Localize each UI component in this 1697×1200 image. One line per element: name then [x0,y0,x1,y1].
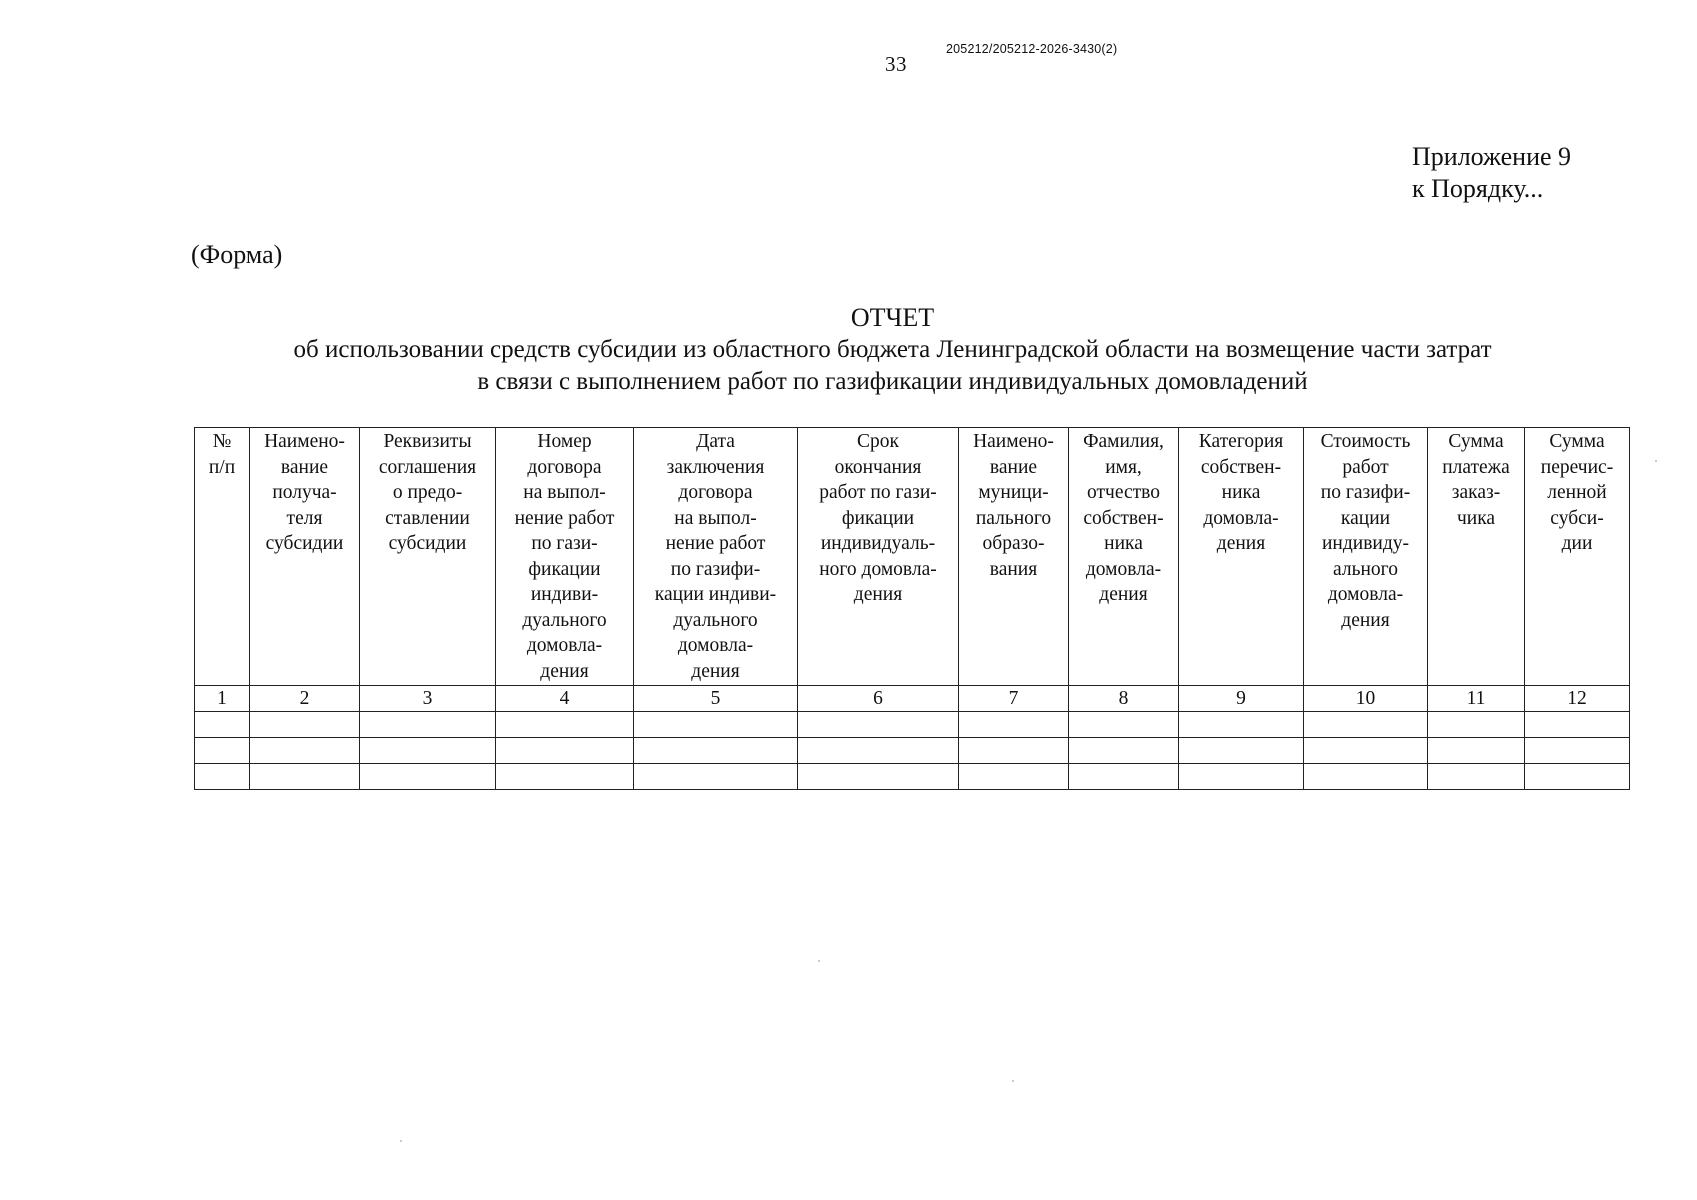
table-cell [959,712,1069,738]
header-cell: Номер договора на выпол- нение работ по гази- фикации индиви- дуального домовла- дения [496,428,634,686]
table-cell [959,738,1069,764]
table-cell [360,712,496,738]
table-cell [250,738,360,764]
table-cell [360,738,496,764]
page-number: 33 [885,52,907,76]
table-cell [1428,764,1525,790]
header-cell: Сумма перечис- ленной субси- дии [1525,428,1630,686]
table-cell [1179,738,1304,764]
column-number-cell: 8 [1069,686,1179,712]
appendix-line-2: к Порядку... [1412,174,1544,203]
table-cell [634,738,798,764]
header-cell: Срок окончания работ по гази- фикации индивидуаль- ного домовла- дения [798,428,959,686]
table-cell [798,712,959,738]
table-cell [195,712,250,738]
header-cell: Наимено- вание получа- теля субсидии [250,428,360,686]
table-cell [634,712,798,738]
table-header-row [195,428,1630,686]
column-number-row [195,686,1630,712]
table-cell [1069,712,1179,738]
table-cell [1069,764,1179,790]
column-number-cell: 12 [1525,686,1630,712]
column-number-cell: 2 [250,686,360,712]
report-subtitle-line-1: об использовании средств субсидии из областного бюджета Ленинградской области на возмещение части затрат [293,336,1492,363]
header-cell: Наимено- вание муници- пального образо- вания [959,428,1069,686]
header-cell: Стоимость работ по газифи- кации индивиду- ального домовла- дения [1304,428,1428,686]
scan-speck [400,1140,402,1142]
table-cell [496,738,634,764]
table-cell [1179,712,1304,738]
table-cell [195,764,250,790]
table-cell [1525,712,1630,738]
column-number-cell: 3 [360,686,496,712]
column-number-cell: 4 [496,686,634,712]
header-cell: Сумма платежа заказ- чика [1428,428,1525,686]
column-number-cell: 11 [1428,686,1525,712]
table-cell [1525,764,1630,790]
table-cell [798,738,959,764]
column-number-cell: 9 [1179,686,1304,712]
report-subtitle-line-2: в связи с выполнением работ по газификации индивидуальных домовладений [477,368,1308,395]
table-cell [250,764,360,790]
header-cell: № п/п [195,428,250,686]
table-cell [1304,738,1428,764]
column-number-cell: 7 [959,686,1069,712]
header-cell: Фамилия, имя, отчество собствен- ника домовла- дения [1069,428,1179,686]
table-cell [1428,712,1525,738]
column-number-cell: 6 [798,686,959,712]
scan-speck [1655,460,1657,462]
table-row [195,764,1630,790]
table-cell [1069,738,1179,764]
table-cell [195,738,250,764]
table-cell [496,712,634,738]
table-cell [1179,764,1304,790]
table-cell [959,764,1069,790]
document-code: 205212/205212-2026-3430(2) [946,42,1118,56]
column-number-cell: 5 [634,686,798,712]
scan-speck [818,960,820,962]
table-cell [1525,738,1630,764]
report-table [194,427,1630,790]
column-number-cell: 1 [195,686,250,712]
scan-speck [1012,1080,1014,1082]
table-row [195,712,1630,738]
appendix-reference [1412,141,1571,205]
column-number-cell: 10 [1304,686,1428,712]
table-cell [360,764,496,790]
header-cell: Реквизиты соглашения о предо- ставлении субсидии [360,428,496,686]
table-cell [1304,764,1428,790]
table-cell [1428,738,1525,764]
header-cell: Категория собствен- ника домовла- дения [1179,428,1304,686]
table-cell [634,764,798,790]
table-cell [250,712,360,738]
table-row [195,738,1630,764]
report-title: ОТЧЕТ [850,303,935,332]
form-label: (Форма) [191,240,283,269]
table-cell [798,764,959,790]
table-cell [496,764,634,790]
table-cell [1304,712,1428,738]
report-title-block [180,302,1605,398]
appendix-line-1: Приложение 9 [1412,142,1572,171]
header-cell: Дата заключения договора на выпол- нение работ по газифи- кации индиви- дуального домовла- дения [634,428,798,686]
